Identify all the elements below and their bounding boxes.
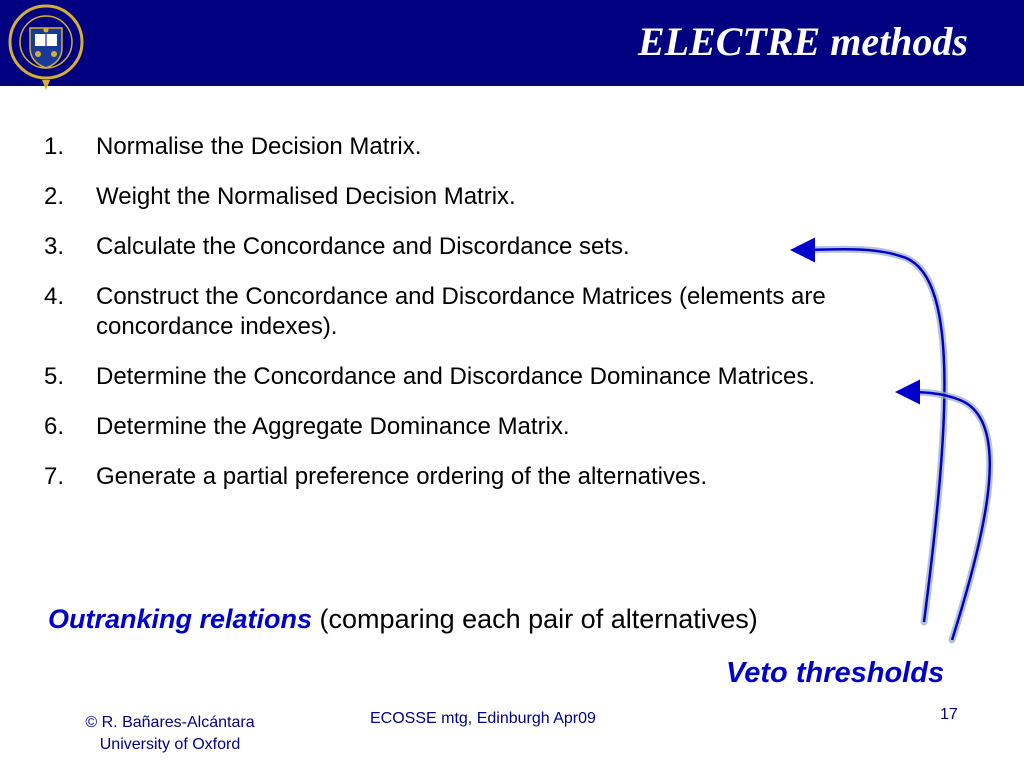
step-number: 2. — [44, 183, 65, 210]
slide-title: ELECTRE methods — [637, 19, 968, 64]
step-number: 3. — [44, 233, 65, 260]
footer-author — [50, 712, 290, 756]
step-number: 6. — [44, 413, 65, 440]
step-text: Normalise the Decision Matrix. — [96, 133, 422, 160]
list-item — [44, 182, 924, 212]
outranking-note — [48, 604, 758, 635]
page-number: 17 — [940, 706, 958, 723]
author-affiliation: University of Oxford — [99, 736, 241, 753]
step-text: Weight the Normalised Decision Matrix. — [96, 183, 516, 210]
step-number: 1. — [44, 133, 65, 160]
list-item — [44, 132, 924, 162]
step-text: Generate a partial preference ordering of the alternatives. — [96, 463, 708, 490]
step-text: Determine the Concordance and Discordance Dominance Matrices. — [96, 363, 816, 390]
step-number: 7. — [44, 463, 65, 490]
outranking-emphasis: Outranking relations — [48, 604, 313, 634]
title-bar — [0, 0, 1024, 86]
step-number: 4. — [44, 283, 65, 310]
list-item — [44, 232, 924, 262]
footer-event: ECOSSE mtg, Edinburgh Apr09 — [370, 710, 596, 727]
veto-thresholds-label: Veto thresholds — [726, 657, 945, 689]
step-text: Construct the Concordance and Discordance Matrices (elements are concordance indexes). — [96, 283, 826, 340]
outranking-rest: (comparing each pair of alternatives) — [312, 604, 758, 634]
list-item — [44, 462, 924, 492]
list-item — [44, 362, 924, 392]
step-number: 5. — [44, 363, 65, 390]
oxford-crest-logo — [6, 2, 86, 94]
list-item — [44, 282, 924, 342]
step-text: Determine the Aggregate Dominance Matrix. — [96, 413, 570, 440]
list-item — [44, 412, 924, 442]
steps-list — [44, 132, 924, 512]
step-text: Calculate the Concordance and Discordance sets. — [96, 233, 630, 260]
author-name: © R. Bañares-Alcántara — [85, 714, 255, 731]
